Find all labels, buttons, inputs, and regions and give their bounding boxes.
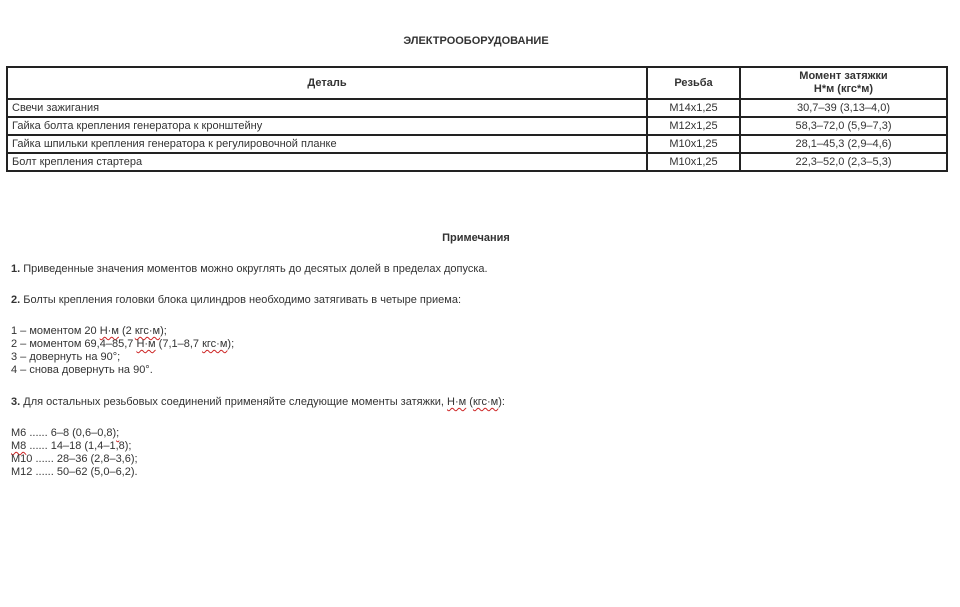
size-m12: М12 ...... 50–62 (5,0–6,2). xyxy=(11,466,138,478)
cell-part: Гайка шпильки крепления генератора к регулировочной планке xyxy=(7,135,647,153)
table-row xyxy=(7,153,947,171)
step-1-unit-b: кгс·м xyxy=(134,325,161,337)
step-1 xyxy=(11,325,234,338)
cell-part: Свечи зажигания xyxy=(7,99,647,117)
step-1-text-c: ); xyxy=(160,325,167,337)
size-m10: М10 ...... 28–36 (2,8–3,6); xyxy=(11,453,138,465)
size-m8-text: ...... 14–18 (1,4–1,8); xyxy=(26,440,132,452)
note-2-text: Болты крепления головки блока цилиндров необходимо затягивать в четыре приема: xyxy=(20,294,462,306)
step-1-text: 1 – моментом 20 xyxy=(11,325,100,337)
cell-thread: M12x1,25 xyxy=(647,117,740,135)
size-m8 xyxy=(11,440,138,453)
header-thread: Резьба xyxy=(647,67,740,99)
step-1-text-b: (2 xyxy=(118,325,135,337)
size-m8-label: М8 xyxy=(11,440,27,452)
step-3: 3 – довернуть на 90°; xyxy=(11,351,121,363)
header-torque-line2: Н*м (кгс*м) xyxy=(813,83,874,95)
note-1 xyxy=(11,263,488,276)
note-3-unit: Н·м xyxy=(447,396,467,408)
tightening-steps xyxy=(11,325,234,377)
note-3-text: Для остальных резьбовых соединений применяйте следующие моменты затяжки, xyxy=(20,396,448,408)
step-2-unit-b: кгс·м xyxy=(202,338,228,350)
cell-part: Гайка болта крепления генератора к кронштейну xyxy=(7,117,647,135)
header-torque xyxy=(740,67,947,99)
note-1-text: Приведенные значения моментов можно округлять до десятых долей в пределах допуска. xyxy=(20,263,488,275)
step-2 xyxy=(11,338,234,351)
cell-thread: M10x1,25 xyxy=(647,135,740,153)
note-3-number: 3. xyxy=(11,396,21,408)
cell-torque: 28,1–45,3 (2,9–4,6) xyxy=(740,135,947,153)
table-row xyxy=(7,135,947,153)
size-m6 xyxy=(11,427,138,440)
note-2-number: 2. xyxy=(11,294,21,306)
size-m6-end: ; xyxy=(116,427,120,439)
note-3-text-c: ): xyxy=(498,396,505,408)
note-1-number: 1. xyxy=(11,263,21,275)
step-2-unit: Н·м xyxy=(136,338,156,350)
cell-torque: 30,7–39 (3,13–4,0) xyxy=(740,99,947,117)
header-torque-line1: Момент затяжки xyxy=(799,70,888,82)
cell-thread: M14x1,25 xyxy=(647,99,740,117)
cell-thread: M10x1,25 xyxy=(647,153,740,171)
note-3-text-b: ( xyxy=(466,396,473,408)
step-1-unit: Н·м xyxy=(99,325,119,337)
cell-torque: 22,3–52,0 (2,3–5,3) xyxy=(740,153,947,171)
cell-torque: 58,3–72,0 (5,9–7,3) xyxy=(740,117,947,135)
cell-part: Болт крепления стартера xyxy=(7,153,647,171)
step-2-text-c: ); xyxy=(227,338,235,350)
step-4: 4 – снова довернуть на 90°. xyxy=(11,364,153,376)
torque-table xyxy=(6,66,948,172)
note-3-unit-b: кгс·м xyxy=(472,396,499,408)
note-3 xyxy=(11,396,505,409)
notes-title: Примечания xyxy=(442,232,510,244)
table-row xyxy=(7,99,947,117)
table-row xyxy=(7,117,947,135)
section-title: ЭЛЕКТРООБОРУДОВАНИЕ xyxy=(403,35,549,47)
step-2-text: 2 – моментом 69,4–85,7 xyxy=(11,338,137,350)
header-part: Деталь xyxy=(7,67,647,99)
size-m6-text: М6 ...... 6–8 (0,6–0,8) xyxy=(11,427,117,439)
note-2 xyxy=(11,294,461,307)
step-2-text-b: (7,1–8,7 xyxy=(155,338,203,350)
table-header-row xyxy=(7,67,947,99)
thread-sizes xyxy=(11,427,138,479)
